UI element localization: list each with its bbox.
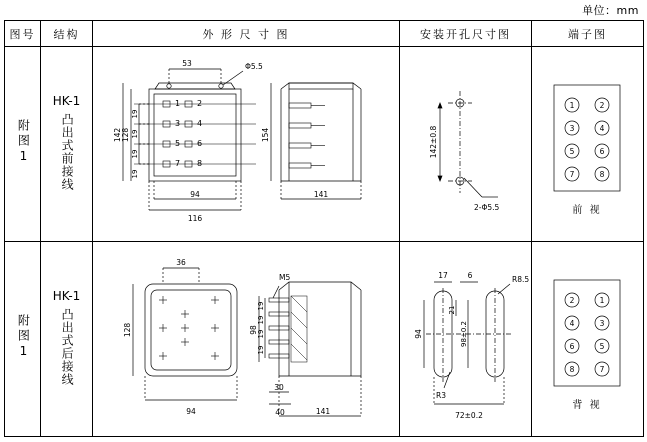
dim-text: 128 (121, 127, 130, 143)
dim-text: 30 (274, 383, 284, 392)
dim-text: M5 (279, 273, 291, 282)
fig-no-text-2: 附图1 (16, 314, 31, 361)
specification-table (4, 20, 644, 437)
dim-text: 19 (257, 301, 265, 311)
dim-text: 19 (257, 345, 265, 355)
terminal-number: 5 (569, 147, 575, 156)
dim-text: 94 (414, 329, 423, 339)
contact-number: 3 (175, 119, 181, 128)
structure-model-2: HK-1 (52, 288, 81, 303)
terminal-number: 6 (599, 147, 605, 156)
dim-text: 19 (131, 169, 139, 179)
terminal-diagram-front (532, 47, 642, 240)
dim-text: 72±0.2 (455, 411, 483, 420)
dim-text: 141 (315, 407, 331, 416)
dim-text: 128 (123, 322, 132, 338)
dim-text: 40 (275, 408, 285, 417)
cell-outline-2 (93, 242, 400, 437)
terminal-number: 6 (569, 342, 575, 351)
cell-structure-1 (41, 47, 93, 242)
dim-text: 116 (187, 214, 203, 223)
dim-text: 141 (313, 190, 329, 199)
mounting-drawing-front (400, 47, 530, 240)
cell-fig-no-1 (5, 47, 41, 242)
cell-terminal-1 (532, 47, 644, 242)
header-structure: 结构 (41, 21, 93, 47)
cell-mounting-1 (400, 47, 532, 242)
terminal-number: 2 (569, 296, 575, 305)
dim-text: Φ5.5 (245, 62, 263, 71)
cell-terminal-2 (532, 242, 644, 437)
dim-text: 94 (190, 190, 200, 199)
terminal-number: 7 (569, 170, 575, 179)
terminal-number: 3 (599, 319, 605, 328)
table-row (5, 47, 644, 242)
dim-text: 6 (467, 271, 473, 280)
terminal-number: 5 (599, 342, 605, 351)
terminal-caption: 背 视 (572, 400, 602, 411)
terminal-number: 4 (569, 319, 575, 328)
structure-model-1: HK-1 (52, 93, 81, 108)
header-mounting-dims: 安装开孔尺寸图 (400, 21, 532, 47)
dim-text: 19 (131, 149, 139, 159)
dim-text: 17 (438, 271, 448, 280)
table-row (5, 242, 644, 437)
terminal-number: 2 (599, 101, 605, 110)
dim-text: R3 (436, 391, 446, 400)
header-fig-no: 图号 (5, 21, 41, 47)
terminal-number: 7 (599, 365, 605, 374)
terminal-diagram-rear (532, 242, 642, 435)
contact-number: 8 (197, 159, 203, 168)
dim-text: 154 (261, 127, 270, 143)
mounting-drawing-rear (400, 242, 530, 435)
dim-text: 19 (257, 315, 265, 325)
terminal-number: 3 (569, 124, 575, 133)
dim-text: 98 (249, 325, 258, 335)
structure-desc-2: 凸出式后接线 (60, 307, 75, 386)
contact-number: 2 (197, 99, 203, 108)
outline-drawing-front (93, 47, 398, 240)
dim-text: 142±0.8 (429, 125, 438, 159)
terminal-number: 1 (599, 296, 605, 305)
fig-no-text-1: 附图1 (16, 119, 31, 166)
header-terminal-diagram: 端子图 (532, 21, 644, 47)
dim-text: 53 (182, 59, 192, 68)
contact-number: 5 (175, 139, 181, 148)
terminal-number: 8 (569, 365, 575, 374)
dim-text: 19 (257, 329, 265, 339)
dim-text: 2-Φ5.5 (474, 203, 500, 212)
outline-drawing-rear (93, 242, 398, 435)
dim-text: 94 (186, 407, 196, 416)
terminal-number: 1 (569, 101, 575, 110)
dim-text: 19 (131, 109, 139, 119)
terminal-number: 4 (599, 124, 605, 133)
dim-text: R8.5 (512, 275, 530, 284)
terminal-caption: 前 视 (572, 205, 602, 216)
cell-structure-2 (41, 242, 93, 437)
contact-number: 1 (175, 99, 181, 108)
cell-fig-no-2 (5, 242, 41, 437)
dim-text: 19 (131, 129, 139, 139)
cell-mounting-2 (400, 242, 532, 437)
cell-outline-1 (93, 47, 400, 242)
structure-desc-1: 凸出式前接线 (60, 112, 75, 191)
dim-text: 142 (113, 127, 122, 143)
unit-label: 单位：mm (582, 4, 639, 17)
contact-number: 6 (197, 139, 203, 148)
table-header-row (5, 21, 644, 47)
header-outline-dims: 外 形 尺 寸 图 (93, 21, 400, 47)
contact-number: 7 (175, 159, 181, 168)
dim-text: 98±0.2 (460, 321, 468, 347)
dim-text: 21 (448, 305, 456, 315)
terminal-number: 8 (599, 170, 605, 179)
dim-text: 36 (176, 258, 186, 267)
contact-number: 4 (197, 119, 203, 128)
